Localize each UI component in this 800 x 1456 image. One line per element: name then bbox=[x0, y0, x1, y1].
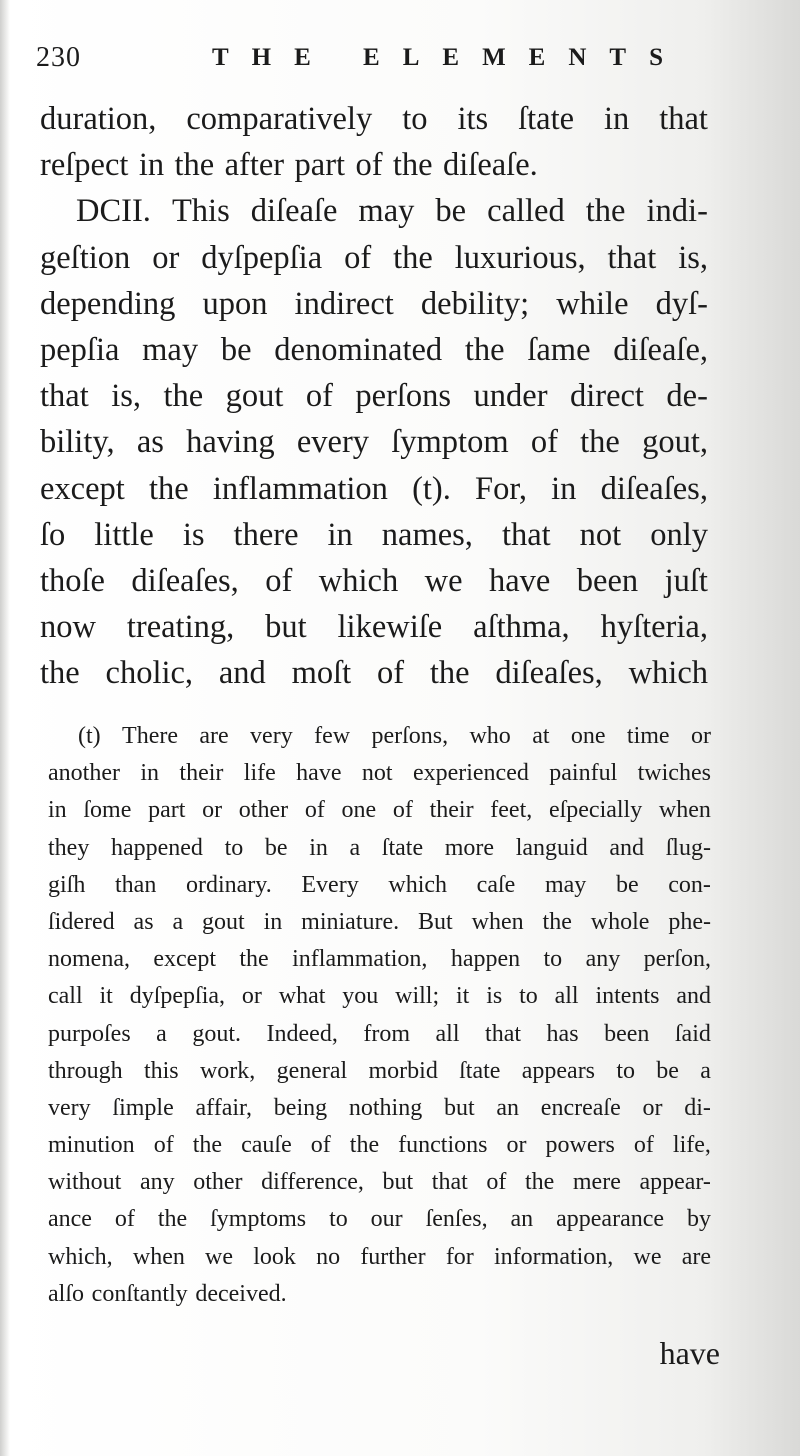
footnote-word: morbid bbox=[368, 1057, 438, 1084]
footnote-word: work, bbox=[199, 1057, 256, 1084]
footnote-word: giſh bbox=[48, 871, 86, 898]
page-spine-shadow bbox=[0, 0, 10, 1456]
footnote-word: of bbox=[153, 1132, 174, 1159]
footnote-word: are bbox=[681, 1243, 711, 1270]
footnote-word: information, bbox=[494, 1243, 614, 1270]
footnote-word: intents bbox=[595, 983, 660, 1010]
footnote-word: will; bbox=[395, 983, 440, 1010]
footnote-word: nothing bbox=[348, 1094, 423, 1121]
footnote-word: ance bbox=[48, 1206, 92, 1233]
footnote-line bbox=[48, 941, 711, 978]
footnote-word: life, bbox=[672, 1132, 711, 1159]
body-word: that bbox=[40, 378, 89, 415]
body-word: the bbox=[393, 239, 433, 276]
footnote-word: be bbox=[615, 871, 639, 898]
footnote-word: deceived. bbox=[195, 1280, 287, 1307]
body-word: luxurious, bbox=[454, 239, 586, 276]
body-word: in bbox=[603, 101, 630, 137]
footnote-word: nomena, bbox=[48, 946, 130, 973]
footnote-word: phe- bbox=[668, 908, 711, 935]
footnote-word: or bbox=[202, 797, 223, 824]
footnote-word: appear- bbox=[639, 1169, 711, 1196]
footnote-word: it bbox=[99, 983, 113, 1010]
footnote-word: have bbox=[296, 760, 342, 787]
footnote-word: not bbox=[361, 760, 393, 787]
body-word: diſeaſe, bbox=[613, 331, 708, 368]
page-number: 230 bbox=[36, 42, 81, 73]
footnote-word: being bbox=[273, 1094, 328, 1121]
body-word: ſtate bbox=[518, 101, 575, 137]
page-header bbox=[36, 38, 770, 78]
body-word: the bbox=[585, 193, 626, 230]
footnote-word: experienced bbox=[412, 760, 529, 787]
footnote-word: eſpecially bbox=[548, 797, 643, 824]
footnote-word: inflammation, bbox=[292, 946, 428, 973]
body-word: moſt bbox=[291, 655, 352, 692]
body-word: pepſia bbox=[40, 331, 120, 368]
body-word: indi- bbox=[646, 193, 708, 230]
footnote-word: one bbox=[570, 723, 606, 749]
body-word: of bbox=[376, 655, 405, 692]
footnote-word: minution bbox=[48, 1132, 135, 1159]
footnote-word: appearance bbox=[556, 1206, 665, 1233]
body-word: its bbox=[457, 101, 489, 137]
body-line bbox=[40, 650, 708, 696]
body-word: but bbox=[265, 609, 307, 646]
body-word: the bbox=[392, 147, 433, 184]
body-word: little bbox=[94, 516, 154, 553]
footnote-line bbox=[48, 1053, 711, 1090]
body-word: aſthma, bbox=[473, 609, 570, 646]
footnote-word: and bbox=[609, 834, 644, 861]
body-line bbox=[40, 96, 708, 142]
body-word: This bbox=[171, 193, 230, 230]
footnote-word: but bbox=[443, 1094, 475, 1121]
footnote-word: part bbox=[148, 797, 186, 824]
body-word: gout, bbox=[642, 424, 708, 461]
body-word: that bbox=[607, 239, 657, 276]
body-word: treating, bbox=[126, 609, 235, 646]
footnote-word: an bbox=[496, 1094, 520, 1121]
body-word: thoſe bbox=[40, 562, 105, 599]
body-word: the bbox=[580, 424, 620, 461]
footnote-word: alſo bbox=[48, 1280, 84, 1307]
footnote-line bbox=[48, 755, 711, 792]
body-word: hyſteria, bbox=[600, 609, 708, 646]
footnote-word: that bbox=[431, 1169, 468, 1196]
body-word: the bbox=[429, 655, 470, 692]
body-word: or bbox=[152, 239, 180, 276]
footnote-word: except bbox=[153, 946, 216, 973]
body-word: part bbox=[294, 147, 346, 184]
footnote-word: life bbox=[243, 760, 276, 787]
footnote bbox=[48, 718, 711, 1313]
footnote-word: of bbox=[310, 1132, 331, 1159]
body-word: denominated bbox=[274, 331, 443, 368]
body-word: may bbox=[358, 193, 415, 230]
footnote-word: ſtate bbox=[381, 834, 424, 861]
footnote-word: or bbox=[642, 1094, 663, 1121]
body-line bbox=[40, 281, 708, 327]
body-word: upon bbox=[202, 285, 268, 322]
footnote-word: encreaſe bbox=[540, 1094, 621, 1121]
footnote-word: ſlug- bbox=[665, 834, 711, 861]
footnote-word: when bbox=[132, 1243, 185, 1270]
footnote-word: perſon, bbox=[643, 946, 711, 973]
body-word: to bbox=[402, 101, 428, 137]
footnote-word: to bbox=[329, 1206, 348, 1233]
body-word: and bbox=[218, 655, 266, 692]
footnote-word: we bbox=[205, 1243, 234, 1270]
footnote-word: a bbox=[156, 1020, 167, 1047]
catchword: have bbox=[659, 1335, 720, 1371]
body-word: the bbox=[40, 655, 80, 692]
footnote-word: in bbox=[48, 797, 67, 824]
footnote-word: more bbox=[444, 834, 495, 861]
body-word: dyſ- bbox=[655, 285, 708, 322]
footnote-word: as bbox=[133, 908, 154, 935]
footnote-word: dyſpepſia, bbox=[129, 983, 226, 1010]
footnote-word: ſidered bbox=[48, 908, 115, 935]
footnote-word: a bbox=[172, 908, 184, 935]
body-word: DCII. bbox=[76, 193, 151, 230]
footnote-line bbox=[48, 1127, 711, 1164]
body-word: every bbox=[296, 424, 370, 461]
body-word: ſame bbox=[527, 331, 591, 368]
footnote-word: con- bbox=[668, 871, 711, 898]
footnote-line bbox=[48, 1201, 711, 1238]
footnote-word: languid bbox=[515, 834, 588, 861]
body-word: in bbox=[551, 470, 577, 507]
footnote-word: you bbox=[342, 983, 379, 1010]
body-word: while bbox=[556, 285, 629, 322]
body-word: ſymptom bbox=[391, 424, 509, 461]
body-word: now bbox=[40, 609, 96, 646]
footnote-word: or bbox=[690, 723, 711, 749]
footnote-word: ſimple bbox=[112, 1094, 174, 1121]
footnote-word: cauſe bbox=[241, 1132, 292, 1159]
body-word: juſt bbox=[664, 562, 708, 599]
footnote-word: di- bbox=[684, 1094, 711, 1121]
footnote-word: the bbox=[349, 1132, 380, 1159]
footnote-word: gout bbox=[202, 908, 245, 935]
body-word: of bbox=[355, 147, 383, 184]
body-word: which bbox=[628, 655, 708, 692]
footnote-word: their bbox=[429, 797, 474, 824]
body-word: de- bbox=[666, 378, 708, 415]
body-word: after bbox=[224, 147, 285, 184]
footnote-word: of bbox=[114, 1206, 135, 1233]
footnote-line bbox=[48, 1090, 711, 1127]
footnote-line bbox=[48, 792, 711, 829]
body-word: the bbox=[163, 378, 204, 415]
body-word: having bbox=[186, 424, 275, 461]
body-word: names, bbox=[381, 516, 473, 553]
footnote-word: our bbox=[370, 1206, 403, 1233]
footnote-word: at bbox=[532, 723, 550, 749]
footnote-word: a bbox=[700, 1057, 711, 1084]
body-line bbox=[40, 512, 708, 558]
body-word: of bbox=[344, 239, 372, 276]
footnote-word: further bbox=[360, 1243, 426, 1270]
body-word: been bbox=[576, 562, 639, 599]
body-word: not bbox=[579, 516, 622, 553]
footnote-word: ſenſes, bbox=[425, 1206, 488, 1233]
footnote-word: Indeed, bbox=[266, 1020, 338, 1047]
body-word: ſo bbox=[40, 516, 66, 553]
footnote-word: this bbox=[143, 1057, 179, 1084]
footnote-word: no bbox=[316, 1243, 341, 1270]
footnote-word: ſymptoms bbox=[210, 1206, 307, 1233]
footnote-word: when bbox=[658, 797, 711, 824]
footnote-word: to bbox=[543, 946, 563, 973]
body-word: in bbox=[327, 516, 353, 553]
footnote-word: when bbox=[471, 908, 524, 935]
footnote-word: look bbox=[253, 1243, 296, 1270]
footnote-word: very bbox=[48, 1094, 91, 1121]
body-word: called bbox=[487, 193, 565, 230]
footnote-word: it bbox=[455, 983, 470, 1010]
footnote-word: appears bbox=[521, 1057, 596, 1084]
footnote-word: miniature. bbox=[301, 908, 400, 935]
footnote-word: which, bbox=[48, 1243, 113, 1270]
footnote-word: the bbox=[157, 1206, 188, 1233]
footnote-word: to bbox=[616, 1057, 635, 1084]
body-word: diſeaſes, bbox=[131, 562, 239, 599]
footnote-word: any bbox=[585, 946, 621, 973]
footnote-word: has bbox=[546, 1020, 579, 1047]
footnote-word: their bbox=[179, 760, 224, 787]
footnote-word: conſtantly bbox=[91, 1280, 188, 1307]
footnote-word: than bbox=[115, 871, 157, 898]
footnote-word: happen bbox=[450, 946, 521, 973]
footnote-word: another bbox=[48, 760, 120, 787]
body-line bbox=[40, 235, 708, 281]
footnote-word: any bbox=[139, 1169, 175, 1196]
footnote-word: happened bbox=[110, 834, 203, 861]
footnote-word: the bbox=[542, 908, 572, 935]
footnote-word: other bbox=[193, 1169, 243, 1196]
footnote-word: one bbox=[341, 797, 377, 824]
body-line bbox=[40, 188, 708, 234]
footnote-word: they bbox=[48, 834, 90, 861]
footnote-word: in bbox=[140, 760, 160, 787]
body-word: diſeaſes, bbox=[495, 655, 603, 692]
footnote-word: may bbox=[544, 871, 587, 898]
body-word: the bbox=[148, 470, 189, 507]
footnote-word: powers bbox=[545, 1132, 615, 1159]
footnote-word: affair, bbox=[195, 1094, 253, 1121]
body-word: reſpect bbox=[40, 147, 129, 184]
body-word: cholic, bbox=[105, 655, 194, 692]
footnote-word: whole bbox=[590, 908, 650, 935]
footnote-word: of bbox=[392, 797, 413, 824]
body-line bbox=[40, 558, 708, 604]
footnote-word: ſtate bbox=[459, 1057, 501, 1084]
footnote-word: are bbox=[199, 723, 229, 749]
footnote-line bbox=[48, 1239, 711, 1276]
body-text bbox=[40, 96, 708, 696]
body-word: likewiſe bbox=[337, 609, 443, 646]
body-word: in bbox=[138, 147, 165, 184]
footnote-word: but bbox=[382, 1169, 414, 1196]
footnote-word: ſaid bbox=[674, 1020, 711, 1047]
body-word: duration, bbox=[40, 101, 157, 137]
body-line bbox=[40, 327, 708, 373]
body-word: comparatively bbox=[186, 101, 373, 137]
body-word: there bbox=[233, 516, 299, 553]
body-line bbox=[40, 142, 708, 188]
footnote-word: caſe bbox=[476, 871, 516, 898]
footnote-word: without bbox=[48, 1169, 122, 1196]
footnote-word: through bbox=[48, 1057, 123, 1084]
footnote-word: perſons, bbox=[371, 723, 449, 749]
body-word: be bbox=[435, 193, 467, 230]
body-word: is, bbox=[678, 239, 708, 276]
footnote-word: to bbox=[519, 983, 538, 1010]
footnote-word: ordinary. bbox=[185, 871, 272, 898]
footnote-word: by bbox=[686, 1206, 711, 1233]
body-word: which bbox=[318, 562, 399, 599]
body-word: inflammation bbox=[212, 470, 388, 507]
footnote-word: is bbox=[486, 983, 503, 1010]
footnote-word: and bbox=[676, 983, 711, 1010]
footnote-word: or bbox=[506, 1132, 527, 1159]
footnote-word: the bbox=[524, 1169, 555, 1196]
body-word: the bbox=[174, 147, 215, 184]
footnote-word: which bbox=[388, 871, 448, 898]
body-word: debility; bbox=[420, 285, 530, 322]
footnote-word: all bbox=[554, 983, 579, 1010]
footnote-word: of bbox=[486, 1169, 507, 1196]
footnote-word: very bbox=[250, 723, 293, 749]
body-word: only bbox=[650, 516, 708, 553]
body-word: that bbox=[501, 516, 551, 553]
running-title: THE ELEMENTS bbox=[212, 44, 686, 71]
body-word: indirect bbox=[294, 285, 394, 322]
body-word: of bbox=[265, 562, 293, 599]
footnote-word: be bbox=[264, 834, 288, 861]
footnote-word: the bbox=[192, 1132, 223, 1159]
body-word: direct bbox=[569, 378, 644, 415]
footnote-word: for bbox=[445, 1243, 474, 1270]
footnote-word: all bbox=[435, 1020, 460, 1047]
body-word: diſeaſe. bbox=[443, 147, 538, 184]
body-word: geſtion bbox=[40, 239, 131, 276]
footnote-word: in bbox=[309, 834, 328, 861]
body-word: have bbox=[488, 562, 551, 599]
body-word: of bbox=[530, 424, 558, 461]
footnote-word: ſome bbox=[83, 797, 132, 824]
body-word: diſeaſe bbox=[250, 193, 338, 230]
footnote-word: been bbox=[604, 1020, 650, 1047]
footnote-word: call bbox=[48, 983, 83, 1010]
footnote-line bbox=[48, 830, 711, 867]
body-word: that bbox=[659, 101, 708, 137]
footnote-word: or bbox=[241, 983, 262, 1010]
footnote-word: gout. bbox=[192, 1020, 242, 1047]
footnote-word: of bbox=[633, 1132, 654, 1159]
footnote-line bbox=[48, 978, 711, 1015]
body-word: except bbox=[40, 470, 125, 507]
body-line bbox=[40, 373, 708, 419]
footnote-word: we bbox=[633, 1243, 662, 1270]
footnote-word: an bbox=[510, 1206, 534, 1233]
footnote-word: time bbox=[626, 723, 670, 749]
body-word: bility, bbox=[40, 424, 115, 461]
body-word: depending bbox=[40, 285, 176, 322]
body-word: the bbox=[464, 331, 505, 368]
body-word: under bbox=[473, 378, 548, 415]
body-line bbox=[40, 604, 708, 650]
footnote-word: to bbox=[224, 834, 244, 861]
body-word: perſons bbox=[355, 378, 452, 415]
footnote-word: few bbox=[314, 723, 351, 749]
body-line bbox=[40, 466, 708, 512]
footnote-line bbox=[48, 1016, 711, 1053]
body-word: (t). bbox=[412, 470, 451, 507]
footnote-word: be bbox=[656, 1057, 679, 1084]
footnote-line bbox=[48, 867, 711, 904]
footnote-word: of bbox=[304, 797, 325, 824]
footnote-word: what bbox=[278, 983, 326, 1010]
body-word: as bbox=[136, 424, 164, 461]
body-word: of bbox=[305, 378, 333, 415]
body-word: gout bbox=[225, 378, 284, 415]
footnote-line bbox=[48, 904, 711, 941]
footnote-line bbox=[48, 1276, 711, 1313]
body-word: diſeaſes, bbox=[600, 470, 708, 507]
footnote-word: purpoſes bbox=[48, 1020, 131, 1047]
footnote-word: the bbox=[239, 946, 269, 973]
footnote-word: There bbox=[122, 723, 178, 749]
footnote-word: functions bbox=[398, 1132, 488, 1159]
footnote-line bbox=[48, 1164, 711, 1201]
body-word: is, bbox=[111, 378, 141, 415]
footnote-word: twiches bbox=[637, 760, 711, 787]
body-word: we bbox=[424, 562, 463, 599]
footnote-word: in bbox=[263, 908, 283, 935]
footnote-word: other bbox=[238, 797, 289, 824]
footnote-word: general bbox=[276, 1057, 348, 1084]
footnote-word: mere bbox=[572, 1169, 621, 1196]
footnote-word: painful bbox=[549, 760, 618, 787]
footnote-word: from bbox=[363, 1020, 410, 1047]
body-word: may bbox=[142, 331, 199, 368]
footnote-line bbox=[48, 718, 711, 755]
footnote-word: feet, bbox=[490, 797, 533, 824]
footnote-word: But bbox=[418, 908, 453, 935]
body-word: be bbox=[220, 331, 252, 368]
body-word: dyſpepſia bbox=[201, 239, 323, 276]
footnote-word: that bbox=[485, 1020, 522, 1047]
footnote-word: a bbox=[349, 834, 361, 861]
footnote-word: who bbox=[469, 723, 511, 749]
footnote-word: (t) bbox=[78, 723, 101, 749]
footnote-word: difference, bbox=[261, 1169, 364, 1196]
body-line bbox=[40, 419, 708, 465]
body-word: is bbox=[182, 516, 205, 553]
footnote-word: Every bbox=[301, 871, 359, 898]
body-word: For, bbox=[475, 470, 527, 507]
